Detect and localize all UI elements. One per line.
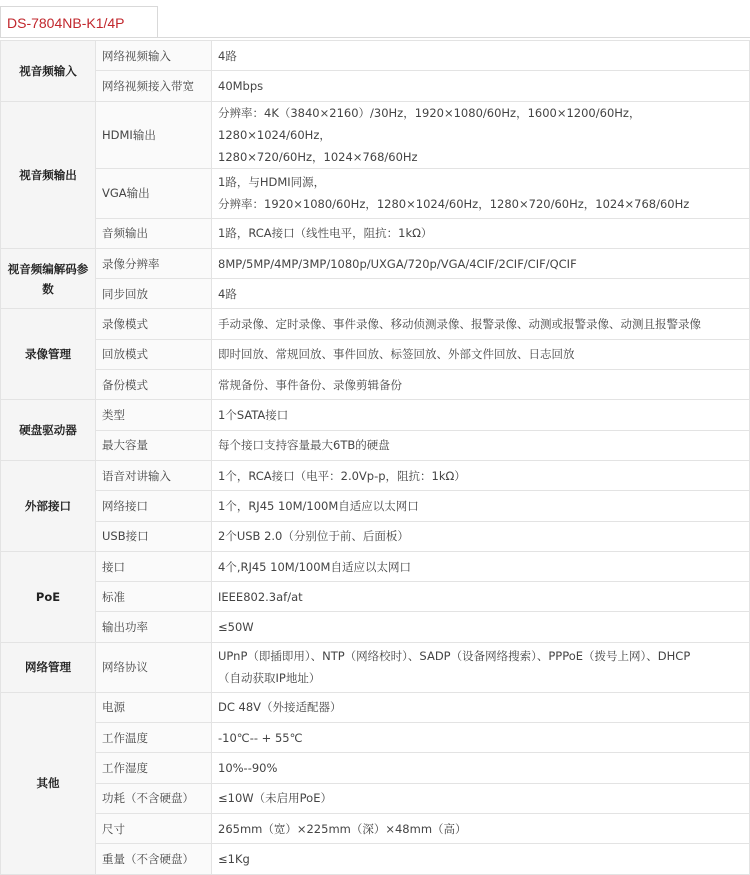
spec-param-value	[212, 753, 750, 783]
spec-table-body	[1, 41, 750, 875]
spec-row	[1, 753, 750, 783]
spec-row	[1, 248, 750, 278]
spec-category: PoE	[1, 551, 96, 642]
spec-value-line: 2个USB 2.0（分别位于前、后面板）	[218, 529, 409, 544]
spec-value-line: 10%--90%	[218, 760, 278, 775]
spec-value-line: 手动录像、定时录像、事件录像、移动侦测录像、报警录像、动测或报警录像、动测且报警录像	[218, 317, 701, 332]
spec-param-name: VGA输出	[96, 168, 212, 218]
spec-row	[1, 279, 750, 309]
spec-param-value	[212, 339, 750, 369]
spec-row	[1, 491, 750, 521]
spec-value-line: 265mm（宽）×225mm（深）×48mm（高）	[218, 821, 467, 836]
spec-row	[1, 551, 750, 581]
spec-row	[1, 71, 750, 101]
spec-value-line: ≤10W（未启用PoE）	[218, 791, 332, 806]
tab-divider	[0, 37, 750, 38]
spec-param-value	[212, 430, 750, 460]
spec-param-name: 语音对讲输入	[96, 460, 212, 490]
spec-row	[1, 400, 750, 430]
spec-category: 视音频编解码参数	[1, 248, 96, 309]
spec-param-value	[212, 309, 750, 339]
spec-param-name: 网络视频接入带宽	[96, 71, 212, 101]
spec-value-line: -10℃-- + 55℃	[218, 730, 303, 745]
product-model-tab[interactable]	[0, 6, 158, 38]
spec-row	[1, 41, 750, 71]
spec-param-value	[212, 168, 750, 218]
spec-param-value	[212, 642, 750, 692]
spec-param-name: 接口	[96, 551, 212, 581]
spec-value-line: 1路，与HDMI同源，	[218, 175, 326, 190]
spec-param-name: 电源	[96, 692, 212, 722]
spec-category: 硬盘驱动器	[1, 400, 96, 461]
spec-param-name: 标准	[96, 582, 212, 612]
spec-param-value	[212, 218, 750, 248]
spec-param-value	[212, 521, 750, 551]
spec-table	[0, 40, 750, 875]
product-model-title: DS-7804NB-K1/4P	[7, 15, 125, 31]
spec-param-value	[212, 279, 750, 309]
spec-param-value	[212, 723, 750, 753]
spec-param-name: 同步回放	[96, 279, 212, 309]
spec-value-line: 4路	[218, 286, 237, 301]
spec-value-line: 1个SATA接口	[218, 408, 289, 423]
spec-param-name: HDMI输出	[96, 101, 212, 168]
spec-param-value	[212, 400, 750, 430]
spec-category: 网络管理	[1, 642, 96, 692]
spec-param-name: 输出功率	[96, 612, 212, 642]
spec-value-line: 4个,RJ45 10M/100M自适应以太网口	[218, 559, 411, 574]
spec-value-line: 分辨率：1920×1080/60Hz，1280×1024/60Hz，1280×720/60Hz，1024×768/60Hz	[218, 197, 690, 212]
spec-param-value	[212, 248, 750, 278]
spec-param-name: 重量（不含硬盘）	[96, 844, 212, 874]
spec-param-name: 网络接口	[96, 491, 212, 521]
spec-param-name: 功耗（不含硬盘）	[96, 783, 212, 813]
spec-param-name: 回放模式	[96, 339, 212, 369]
spec-param-name: 录像分辨率	[96, 248, 212, 278]
spec-row	[1, 844, 750, 874]
spec-param-name: 备份模式	[96, 370, 212, 400]
spec-param-name: 录像模式	[96, 309, 212, 339]
spec-value-line: 每个接口支持容量最大6TB的硬盘	[218, 438, 390, 453]
spec-param-value	[212, 491, 750, 521]
spec-param-value	[212, 370, 750, 400]
spec-param-value	[212, 460, 750, 490]
spec-row	[1, 582, 750, 612]
spec-row	[1, 692, 750, 722]
spec-value-line: UPnP（即插即用）、NTP（网络校时）、SADP（设备网络搜索）、PPPoE（拨号上网）、DHCP	[218, 649, 691, 664]
spec-param-value	[212, 844, 750, 874]
spec-param-value	[212, 71, 750, 101]
spec-param-value	[212, 692, 750, 722]
spec-value-line: 分辨率：4K（3840×2160）/30Hz，1920×1080/60Hz，1600×1200/60Hz，1280×1024/60Hz，	[218, 105, 641, 142]
spec-category: 视音频输出	[1, 101, 96, 248]
spec-row	[1, 612, 750, 642]
spec-param-name: 工作温度	[96, 723, 212, 753]
spec-param-value	[212, 612, 750, 642]
spec-param-value	[212, 813, 750, 843]
spec-value-line: 1个，RCA接口（电平：2.0Vp-p，阻抗：1kΩ）	[218, 468, 466, 483]
spec-row	[1, 783, 750, 813]
spec-value-line: 40Mbps	[218, 78, 264, 93]
spec-category: 其他	[1, 692, 96, 874]
spec-param-value	[212, 41, 750, 71]
spec-value-line: （自动获取IP地址）	[218, 671, 321, 686]
spec-param-value	[212, 783, 750, 813]
spec-param-name: 类型	[96, 400, 212, 430]
spec-row	[1, 460, 750, 490]
spec-value-line: IEEE802.3af/at	[218, 589, 303, 604]
spec-row	[1, 430, 750, 460]
spec-param-name: USB接口	[96, 521, 212, 551]
spec-value-line: ≤50W	[218, 620, 254, 635]
spec-value-line: 4路	[218, 48, 237, 63]
spec-category: 外部接口	[1, 460, 96, 551]
spec-value-line: ≤1Kg	[218, 851, 250, 866]
spec-param-name: 网络协议	[96, 642, 212, 692]
spec-param-name: 音频输出	[96, 218, 212, 248]
spec-row	[1, 521, 750, 551]
spec-row	[1, 218, 750, 248]
spec-value-line: 8MP/5MP/4MP/3MP/1080p/UXGA/720p/VGA/4CIF/2CIF/CIF/QCIF	[218, 256, 577, 271]
spec-param-value	[212, 582, 750, 612]
spec-row	[1, 339, 750, 369]
spec-value-line: 1280×720/60Hz，1024×768/60Hz	[218, 149, 418, 164]
spec-param-name: 最大容量	[96, 430, 212, 460]
spec-row	[1, 168, 750, 218]
spec-value-line: 即时回放、常规回放、事件回放、标签回放、外部文件回放、日志回放	[218, 347, 575, 362]
spec-row	[1, 813, 750, 843]
spec-param-name: 工作湿度	[96, 753, 212, 783]
spec-category: 视音频输入	[1, 41, 96, 102]
spec-param-name: 尺寸	[96, 813, 212, 843]
spec-row	[1, 370, 750, 400]
spec-value-line: DC 48V（外接适配器）	[218, 700, 342, 715]
spec-param-value	[212, 551, 750, 581]
spec-row	[1, 309, 750, 339]
spec-value-line: 1路，RCA接口（线性电平，阻抗：1kΩ）	[218, 226, 433, 241]
spec-value-line: 常规备份、事件备份、录像剪辑备份	[218, 377, 402, 392]
spec-param-name: 网络视频输入	[96, 41, 212, 71]
spec-row	[1, 723, 750, 753]
spec-row	[1, 642, 750, 692]
spec-value-line: 1个，RJ45 10M/100M自适应以太网口	[218, 498, 419, 513]
spec-row	[1, 101, 750, 168]
spec-param-value	[212, 101, 750, 168]
spec-category: 录像管理	[1, 309, 96, 400]
